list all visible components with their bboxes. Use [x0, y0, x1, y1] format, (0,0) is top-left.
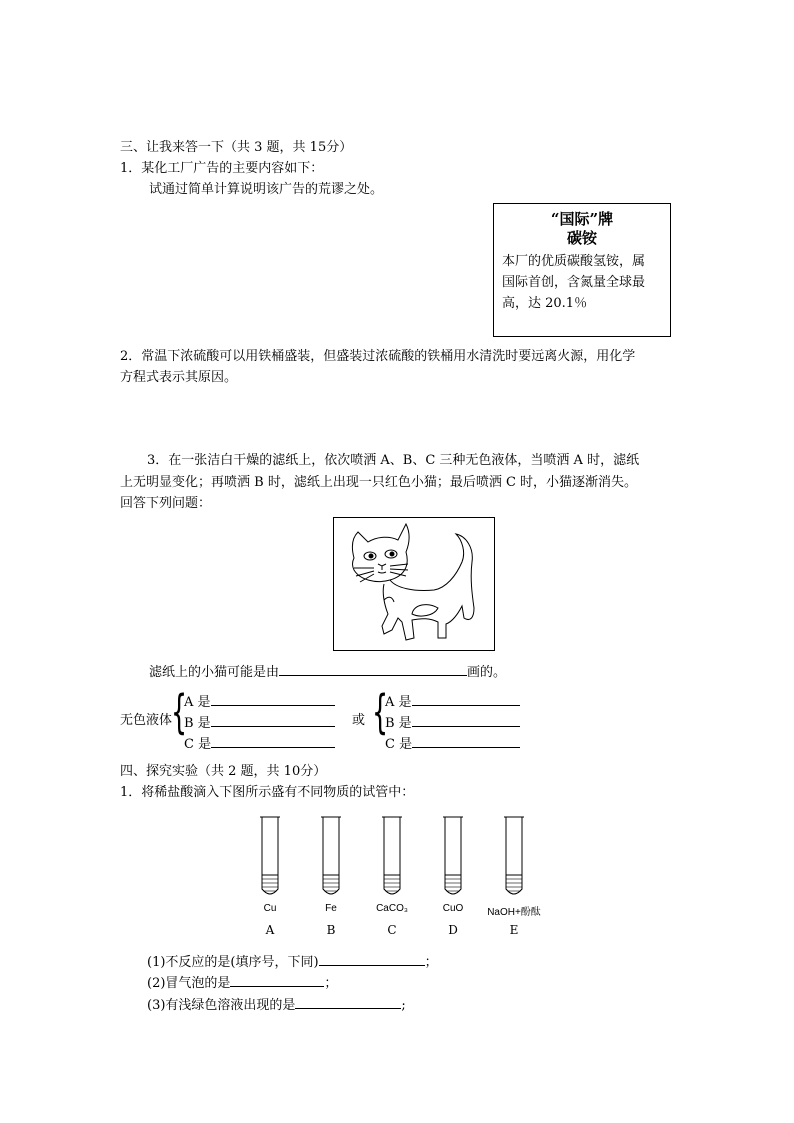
sub1-prefix: (1)不反应的是(填序号，下同) — [147, 955, 319, 970]
test-tube-icon — [321, 817, 341, 894]
q1-line2: 试通过简单计算说明该广告的荒谬之处。 — [149, 182, 384, 197]
b-label: B 是 — [385, 716, 412, 731]
or-label: 或 — [352, 713, 366, 728]
liquid-a-row — [184, 691, 335, 712]
tube-substance-label: CuO — [442, 903, 464, 914]
answer-blank[interactable] — [295, 994, 401, 1009]
sub2-suffix: ； — [324, 976, 338, 991]
sub1-suffix: ； — [424, 955, 438, 970]
tube-substance-label: CaCO₃ — [376, 903, 408, 914]
tube-substance-label: Fe — [325, 903, 337, 914]
s4-q1-line1: 1．将稀盐酸滴入下图所示盛有不同物质的试管中： — [120, 785, 415, 800]
ad-line: 国际首创，含氮量全球最 — [502, 275, 646, 290]
ad-line: 本厂的优质碳酸氢铵，属 — [502, 254, 646, 269]
q3-fill-sentence — [149, 661, 506, 682]
sub3-prefix: (3)有浅绿色溶液出现的是 — [147, 998, 296, 1013]
subquestion-1 — [147, 951, 438, 972]
a-label: A 是 — [385, 695, 412, 710]
sub3-suffix: ; — [401, 998, 406, 1013]
liquid-label: 无色液体 — [120, 713, 173, 728]
a-label: A 是 — [184, 695, 211, 710]
test-tube-icon — [504, 817, 524, 894]
tube-substance-label: Cu — [263, 903, 277, 914]
tube-letter-label: E — [509, 923, 519, 937]
answer-blank[interactable] — [230, 972, 324, 987]
test-tubes-drawing — [250, 813, 550, 903]
test-tube-icon — [443, 817, 463, 894]
tube-letter-label: C — [387, 923, 397, 937]
c-label: C 是 — [184, 737, 212, 752]
q1-line1: 1．某化工厂广告的主要内容如下： — [120, 161, 324, 176]
answer-blank[interactable] — [412, 691, 520, 706]
q3-line3: 回答下列问题： — [120, 496, 212, 511]
ad-line: 高，达 20.1％ — [502, 296, 588, 311]
answer-blank[interactable] — [211, 691, 335, 706]
liquid-c-row — [184, 733, 335, 754]
sub2-prefix: (2)冒气泡的是 — [147, 976, 231, 991]
b-label: B 是 — [184, 716, 211, 731]
answer-blank[interactable] — [412, 712, 520, 727]
liquid-b-row — [184, 712, 335, 733]
fill-prefix: 滤纸上的小猫可能是由 — [149, 665, 280, 680]
liquid-c-row-alt — [385, 733, 520, 754]
advertisement-box — [493, 203, 671, 337]
answer-blank[interactable] — [412, 733, 520, 748]
tube-letter-label: B — [326, 923, 336, 937]
cat-drawing — [334, 518, 494, 650]
tube-letter-label: A — [265, 923, 275, 937]
subquestion-3 — [147, 994, 406, 1015]
ad-product: 碳铵 — [566, 229, 597, 247]
test-tube-icon — [382, 817, 402, 894]
answer-blank[interactable] — [211, 733, 335, 748]
section3-heading: 三、让我来答一下（共 3 题，共 15分） — [120, 140, 353, 155]
answer-blank[interactable] — [211, 712, 335, 727]
answer-blank[interactable] — [319, 951, 425, 966]
left-brace-icon: { — [372, 685, 389, 739]
ad-brand: “国际”牌 — [550, 210, 614, 228]
test-tubes-figure — [250, 813, 550, 937]
left-brace-icon: { — [171, 685, 188, 739]
q3-line1: 3．在一张洁白干燥的滤纸上，依次喷洒 A、B、C 三种无色液体，当喷洒 A 时，滤纸 — [147, 453, 640, 468]
q2-line1: 2．常温下浓硫酸可以用铁桶盛装，但盛装过浓硫酸的铁桶用水清洗时要远离火源，用化学 — [120, 349, 636, 364]
tube-letter-label: D — [448, 923, 458, 937]
q2-line2: 方程式表示其原因。 — [120, 370, 238, 385]
tube-substance-label: NaOH+酚酞 — [487, 907, 541, 918]
q3-line2: 上无明显变化；再喷洒 B 时，滤纸上出现一只红色小猫；最后喷洒 C 时，小猫逐渐消失。 — [120, 475, 638, 490]
liquid-b-row-alt — [385, 712, 520, 733]
test-tube-icon — [260, 817, 280, 894]
subquestion-2 — [147, 972, 337, 993]
c-label: C 是 — [385, 737, 413, 752]
answer-blank[interactable] — [279, 661, 467, 676]
fill-suffix: 画的。 — [467, 665, 507, 680]
section4-heading: 四、探究实验（共 2 题，共 10分） — [120, 764, 327, 779]
liquid-a-row-alt — [385, 691, 520, 712]
cat-figure — [333, 517, 495, 651]
